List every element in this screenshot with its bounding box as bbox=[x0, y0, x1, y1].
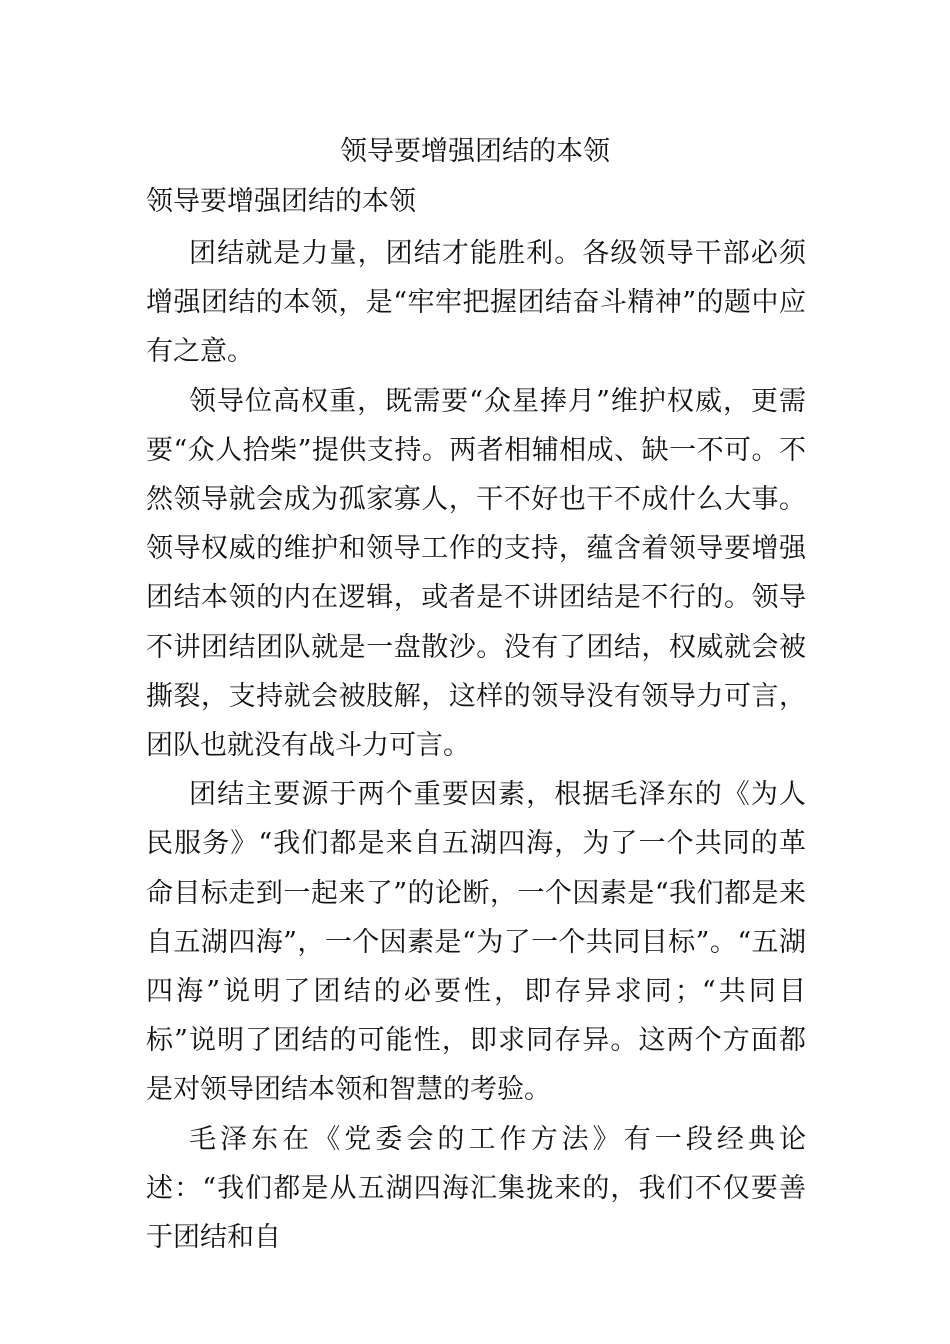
paragraph-2: 领导位高权重，既需要“众星捧月”维护权威，更需要“众人拾柴”提供支持。两者相辅相成、缺一不可。不然领导就会成为孤家寡人，干不好也干不成什么大事。领导权威的维护和领导工作的支持，蕴含着领导要增强团结本领的内在逻辑，或者是不讲团结是不行的。领导不讲团结团队就是一盘散沙。没有了团结，权威就会被撕裂，支持就会被肢解，这样的领导没有领导力可言，团队也就没有战斗力可言。 bbox=[146, 385, 806, 762]
paragraph-4: 毛泽东在《党委会的工作方法》有一段经典论述：“我们都是从五湖四海汇集拢来的，我们不仅要善于团结和自 bbox=[146, 1123, 806, 1254]
document-body bbox=[146, 229, 806, 1262]
document-subtitle: 领导要增强团结的本领 bbox=[146, 186, 416, 217]
paragraph-1: 团结就是力量，团结才能胜利。各级领导干部必须增强团结的本领，是“牢牢把握团结奋斗精神”的题中应有之意。 bbox=[146, 238, 806, 368]
document-title: 领导要增强团结的本领 bbox=[340, 136, 610, 167]
paragraph-3: 团结主要源于两个重要因素，根据毛泽东的《为人民服务》“我们都是来自五湖四海，为了一个共同的革命目标走到一起来了”的论断，一个因素是“我们都是来自五湖四海”，一个因素是“为了一个共同目标”。“五湖四海”说明了团结的必要性，即存异求同；“共同目标”说明了团结的可能性，即求同存异。这两个方面都是对领导团结本领和智慧的考验。 bbox=[146, 779, 806, 1106]
